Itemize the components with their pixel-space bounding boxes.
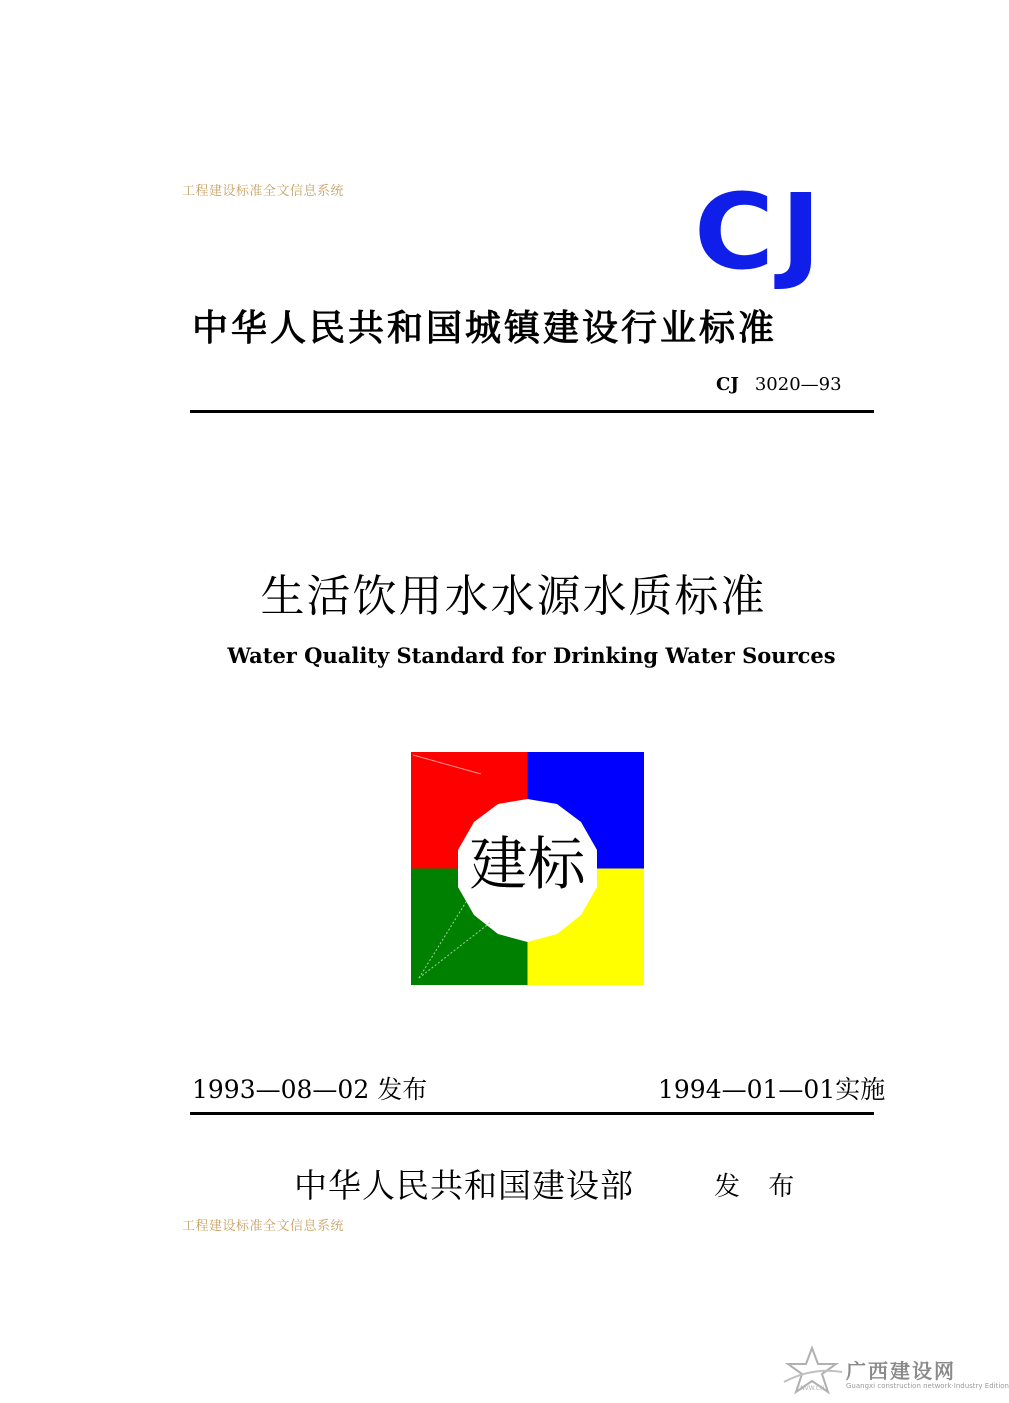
watermark-top: 工程建设标准全文信息系统 <box>182 184 345 199</box>
footer-divider <box>190 1112 874 1115</box>
standard-code <box>716 374 842 395</box>
cj-logo: CJ <box>694 171 828 293</box>
site-name: 广西建设网 <box>846 1359 956 1383</box>
publish-label: 发 布 <box>714 1172 805 1202</box>
effective-date-value: 1994—01—01 <box>658 1075 836 1104</box>
effective-date <box>658 1070 885 1106</box>
standard-code-number: 3020—93 <box>754 374 842 395</box>
document-title-cn: 生活饮用水水源水质标准 <box>260 571 767 622</box>
issue-date-label: 发布 <box>377 1075 428 1104</box>
issue-date <box>192 1070 427 1106</box>
standard-code-prefix: CJ <box>716 374 739 395</box>
site-small-text: CNVW.CN <box>796 1385 825 1392</box>
issuing-ministry: 中华人民共和国建设部 <box>294 1166 634 1205</box>
issuer-title: 中华人民共和国城镇建设行业标准 <box>192 308 778 349</box>
watermark-bottom: 工程建设标准全文信息系统 <box>182 1219 345 1234</box>
emblem-text: 建标 <box>469 830 586 898</box>
document-title-en: Water Quality Standard for Drinking Water Sources <box>227 643 836 668</box>
header-divider <box>190 410 874 413</box>
site-subtitle: Guangxi construction network·Industry Edition <box>846 1382 1009 1390</box>
effective-date-label: 实施 <box>835 1075 886 1104</box>
issue-date-value: 1993—08—02 <box>192 1075 370 1104</box>
